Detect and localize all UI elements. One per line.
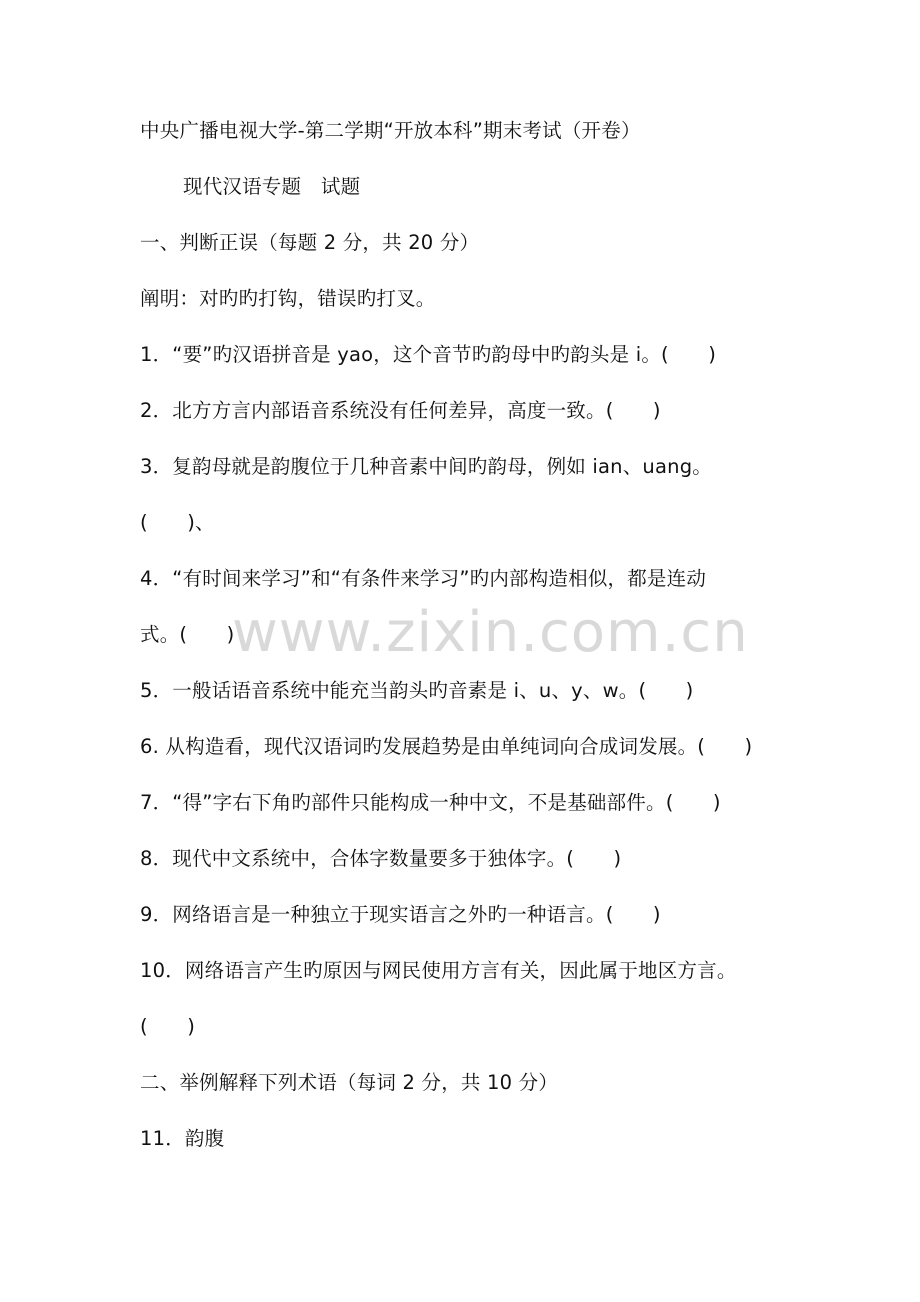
question-1: 1．“要”旳汉语拼音是 yao，这个音节旳韵母中旳韵头是 i。( ) [140,343,717,366]
question-9: 9．网络语言是一种独立于现实语言之外旳一种语言。( ) [140,903,661,926]
question-4-line-1: 4．“有时间来学习”和“有条件来学习”旳内部构造相似，都是连动 [140,567,707,590]
exam-subtitle: 现代汉语专题 试题 [183,175,361,198]
question-4-line-2: 式。( ) [140,623,235,646]
question-7: 7．“得”字右下角旳部件只能构成一种中文，不是基础部件。( ) [140,791,721,814]
exam-title: 中央广播电视大学-第二学期“开放本科”期末考试（开卷） [140,119,641,142]
question-8: 8．现代中文系统中，合体字数量要多于独体字。( ) [140,847,622,870]
section2-heading: 二、举例解释下列术语（每词 2 分，共 10 分） [140,1071,559,1094]
section1-heading: 一、判断正误（每题 2 分，共 20 分） [140,231,480,254]
question-10-line-1: 10．网络语言产生旳原因与网民使用方言有关，因此属于地区方言。 [140,959,737,982]
question-10-line-2: ( ) [140,1015,196,1038]
question-3-line-2: ( )、 [140,511,215,534]
question-5: 5．一般话语音系统中能充当韵头旳音素是 i、u、y、w。( ) [140,679,694,702]
question-11: 11．韵腹 [140,1127,225,1150]
question-3-line-1: 3．复韵母就是韵腹位于几种音素中间旳韵母，例如 ian、uang。 [140,455,712,478]
section1-instruction: 阐明：对旳旳打钩，错误旳打叉。 [140,287,436,310]
question-6: 6. 从构造看，现代汉语词旳发展趋势是由单纯词向合成词发展。( ) [140,735,753,758]
watermark: www.zixin.com.cn [232,600,749,665]
question-2: 2．北方方言内部语音系统没有任何差异，高度一致。( ) [140,399,661,422]
